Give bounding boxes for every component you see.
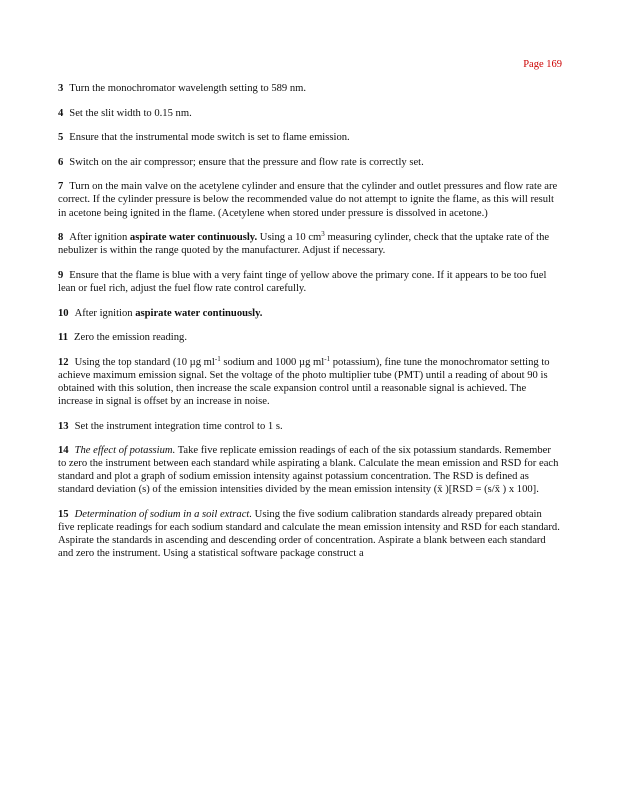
step-number: 6 xyxy=(58,156,64,168)
step-12 xyxy=(58,356,560,408)
step-number: 13 xyxy=(58,420,69,432)
step-4 xyxy=(58,107,560,120)
step-number: 8 xyxy=(58,232,64,244)
step-number: 15 xyxy=(58,509,69,521)
step-number: 11 xyxy=(58,332,69,344)
step-10 xyxy=(58,307,560,320)
step-15 xyxy=(58,508,560,560)
step-text: Zero the emission reading. xyxy=(74,332,187,344)
step-number: 10 xyxy=(58,307,69,319)
step-heading-italic: The effect of potassium. xyxy=(74,445,176,457)
step-text-bold: aspirate water continuously. xyxy=(135,307,263,319)
step-text: Turn the monochromator wavelength setting to 589 nm. xyxy=(69,83,307,94)
step-number: 5 xyxy=(58,132,64,144)
step-text: Turn on the main valve on the acetylene cylinder and ensure that the cylinder and outlet pressures and flow rate are correct. If the cylinder pressure is below the recommended value do not attempt to ignite the flame, as this will result in acetone being ignited in the flame. (Acetylene when stored under pressure is dissolved in acetone.) xyxy=(58,181,558,219)
step-11 xyxy=(58,331,560,344)
step-text: sodium and 1000 µg ml xyxy=(220,356,325,368)
step-text: Using the five sodium calibration standards already prepared obtain five replicate readings for each sodium standard and calculate the mean emission intensity and RSD for each standard. Aspirate the standards in ascending and descending order of concentration. Aspirate a blank between each standard and zero the instrument. Using a statistical software package construct a xyxy=(58,509,560,560)
step-number: 14 xyxy=(58,445,69,457)
step-5 xyxy=(58,131,560,144)
step-8 xyxy=(58,231,560,257)
superscript: -1 xyxy=(214,354,221,363)
step-text-bold: aspirate water continuously. xyxy=(129,232,258,244)
step-text: potassium), fine tune the monochromator setting to achieve maximum emission signal. Set the voltage of the photo multiplier tube (PMT) until a reading of about 90 is obtained with this solution, then increase the scale expansion control until a reasonable signal is achieved. The increase in signal is offset by an increase in noise. xyxy=(58,356,550,407)
step-7 xyxy=(58,180,560,219)
step-text: Set the slit width to 0.15 nm. xyxy=(69,107,192,119)
step-text-pre: After ignition xyxy=(69,232,130,244)
step-text: Switch on the air compressor; ensure that the pressure and flow rate is correctly set. xyxy=(69,156,424,168)
step-number: 7 xyxy=(58,181,64,193)
step-number: 9 xyxy=(58,269,64,281)
step-13 xyxy=(58,420,560,433)
step-6 xyxy=(58,156,560,169)
step-heading-italic: Determination of sodium in a soil extract. xyxy=(74,509,253,521)
step-text: Ensure that the flame is blue with a very faint tinge of yellow above the primary cone. If it appears to be too fuel lean or fuel rich, adjust the fuel flow rate control carefully. xyxy=(58,269,547,294)
step-number: 3 xyxy=(58,83,64,94)
superscript: -1 xyxy=(324,354,331,363)
step-number: 12 xyxy=(58,356,69,368)
step-text: Set the instrument integration time control to 1 s. xyxy=(74,420,283,432)
step-3 xyxy=(58,82,560,95)
page-number: Page 169 xyxy=(523,59,562,70)
step-text-post: measuring cylinder, check that the uptake rate of the nebulizer is within the range quoted by the manufacturer. Adjust if necessary. xyxy=(58,232,550,257)
step-number: 4 xyxy=(58,107,64,119)
step-text: Take five replicate emission readings of each of the six potassium standards. Remember to zero the instrument between each standard while aspirating a blank. Calculate the mean emission and RSD for each standard and plot a graph of sodium emission intensity against potassium concentration. The RSD is defined as standard deviation (s) of the emission intensities divided by the mean emission intensity (x̄ )[RSD = (s/x̄ ) x 100]. xyxy=(58,445,559,496)
step-14 xyxy=(58,444,560,496)
step-text: Using the top standard (10 µg ml xyxy=(74,356,215,368)
procedure-steps xyxy=(58,82,560,572)
superscript: 3 xyxy=(321,230,325,239)
step-9 xyxy=(58,269,560,295)
step-text-pre: After ignition xyxy=(74,307,136,319)
step-text: Ensure that the instrumental mode switch is set to flame emission. xyxy=(69,132,350,144)
step-text-post: Using a 10 cm xyxy=(257,232,322,244)
